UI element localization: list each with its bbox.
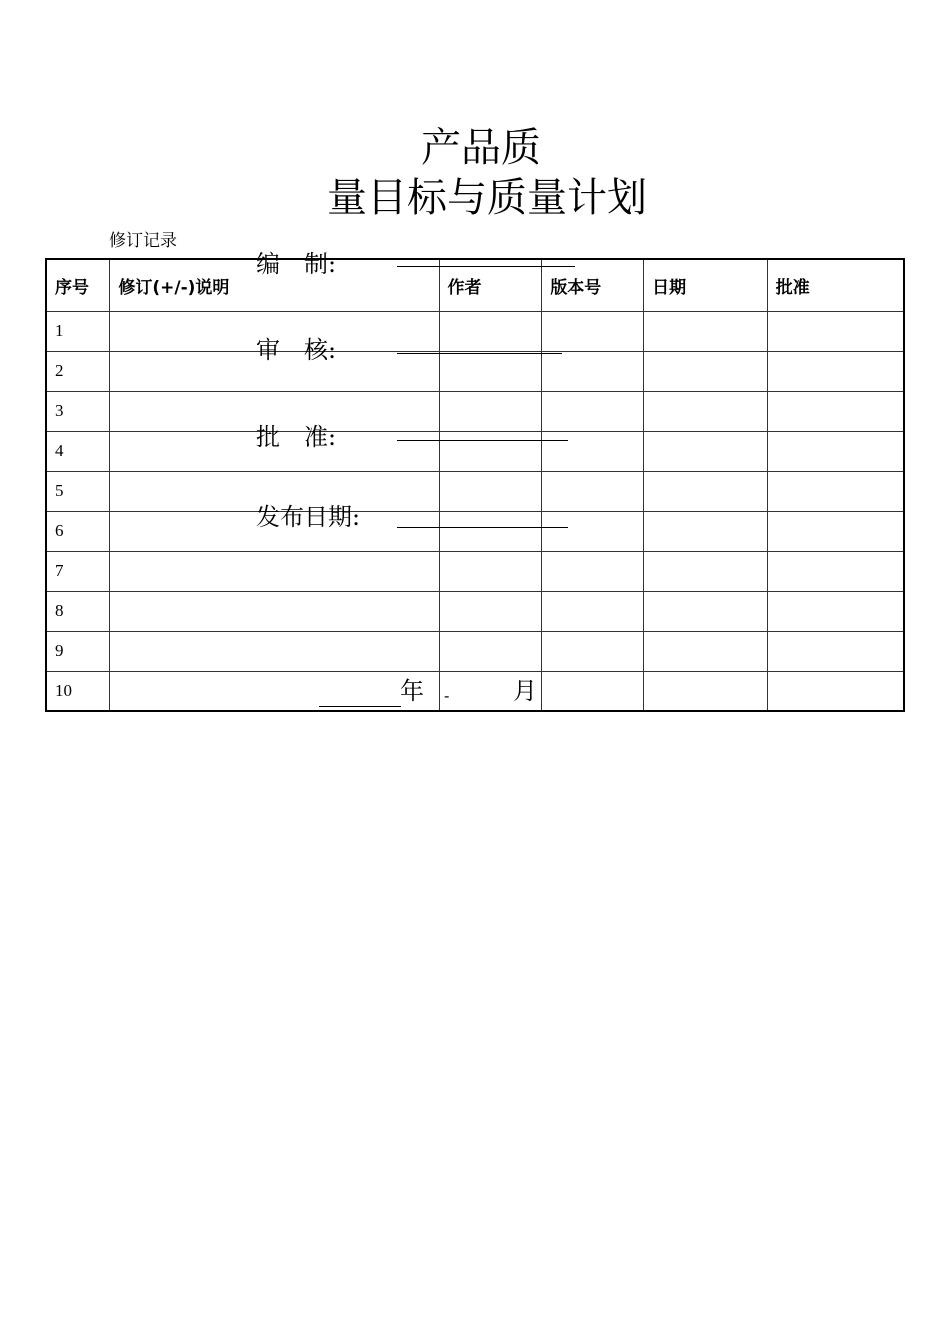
cell-author[interactable] (439, 431, 542, 471)
cell-date[interactable] (644, 511, 768, 551)
cell-version[interactable] (542, 591, 644, 631)
cell-seq: 1 (46, 311, 110, 351)
cell-approve[interactable] (767, 431, 904, 471)
table-row (46, 311, 904, 351)
cell-seq: 7 (46, 551, 110, 591)
compile-label: 编 制: (256, 250, 337, 278)
cell-approve[interactable] (767, 391, 904, 431)
cell-approve[interactable] (767, 351, 904, 391)
header-approve: 批准 (767, 259, 904, 311)
cell-approve[interactable] (767, 471, 904, 511)
revision-table (45, 258, 905, 712)
cell-author[interactable] (439, 511, 542, 551)
table-row (46, 511, 904, 551)
cell-revision-desc[interactable] (110, 591, 439, 631)
cell-date[interactable] (644, 551, 768, 591)
cell-date[interactable] (644, 311, 768, 351)
cell-approve[interactable] (767, 591, 904, 631)
header-version: 版本号 (542, 259, 644, 311)
header-revision-desc: 修订(+/-)说明 (110, 259, 439, 311)
table-row (46, 391, 904, 431)
document-title-line-2: 量目标与质量计划 (327, 175, 647, 221)
release-date-underline[interactable] (397, 527, 568, 528)
cell-approve[interactable] (767, 551, 904, 591)
cell-version[interactable] (542, 511, 644, 551)
cell-version[interactable] (542, 391, 644, 431)
year-label: 年 (400, 677, 424, 705)
cell-author[interactable] (439, 591, 542, 631)
cell-date[interactable] (644, 671, 768, 711)
cell-seq: 8 (46, 591, 110, 631)
cell-seq: 6 (46, 511, 110, 551)
revision-record-caption: 修订记录 (109, 231, 177, 251)
cell-version[interactable] (542, 351, 644, 391)
header-date: 日期 (644, 259, 768, 311)
month-label: 月 (513, 677, 537, 705)
approve-label: 批 准: (256, 423, 337, 451)
cell-seq: 9 (46, 631, 110, 671)
cell-version[interactable] (542, 471, 644, 511)
table-row (46, 351, 904, 391)
header-author: 作者 (439, 259, 542, 311)
cell-author[interactable] (439, 471, 542, 511)
year-underline[interactable] (319, 706, 401, 707)
date-dash: - (444, 686, 450, 705)
cell-approve[interactable] (767, 631, 904, 671)
cell-version[interactable] (542, 311, 644, 351)
approve-underline[interactable] (397, 440, 568, 441)
cell-seq: 3 (46, 391, 110, 431)
cell-revision-desc[interactable] (110, 631, 439, 671)
table-row (46, 671, 904, 711)
cell-revision-desc[interactable] (110, 551, 439, 591)
cell-date[interactable] (644, 591, 768, 631)
cell-date[interactable] (644, 471, 768, 511)
table-row (46, 591, 904, 631)
cell-seq: 4 (46, 431, 110, 471)
cell-author[interactable] (439, 391, 542, 431)
cell-approve[interactable] (767, 511, 904, 551)
table-row (46, 551, 904, 591)
cell-seq: 2 (46, 351, 110, 391)
cell-seq: 5 (46, 471, 110, 511)
cell-author[interactable] (439, 311, 542, 351)
review-label: 审 核: (256, 336, 337, 364)
table-row (46, 631, 904, 671)
cell-date[interactable] (644, 631, 768, 671)
cell-author[interactable] (439, 351, 542, 391)
table-row (46, 431, 904, 471)
cell-version[interactable] (542, 551, 644, 591)
document-title-line-1: 产品质 (421, 125, 541, 171)
cell-approve[interactable] (767, 671, 904, 711)
release-date-label: 发布日期: (256, 503, 361, 531)
cell-seq: 10 (46, 671, 110, 711)
cell-author[interactable] (439, 551, 542, 591)
cell-approve[interactable] (767, 311, 904, 351)
compile-underline[interactable] (397, 266, 575, 267)
cell-version[interactable] (542, 671, 644, 711)
header-seq: 序号 (46, 259, 110, 311)
review-underline[interactable] (397, 353, 562, 354)
table-row (46, 471, 904, 511)
cell-date[interactable] (644, 351, 768, 391)
cell-version[interactable] (542, 431, 644, 471)
cell-date[interactable] (644, 431, 768, 471)
cell-author[interactable] (439, 631, 542, 671)
cell-date[interactable] (644, 391, 768, 431)
cell-version[interactable] (542, 631, 644, 671)
cell-revision-desc[interactable] (110, 671, 439, 711)
